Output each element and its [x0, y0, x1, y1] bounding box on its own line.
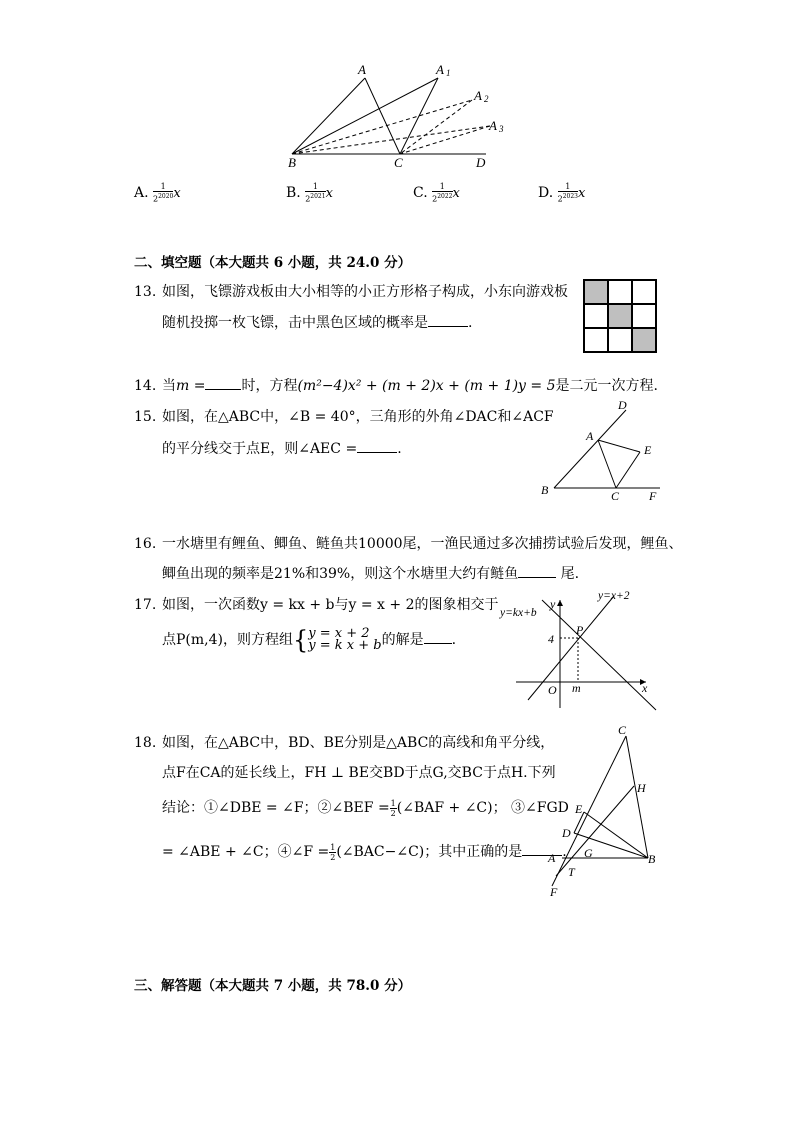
grid-cell — [632, 328, 656, 352]
grid-cell — [608, 280, 632, 304]
q13-answer-blank[interactable] — [428, 326, 468, 327]
option-d[interactable]: D. $\frac{1}{2^{2023}}$ x — [538, 182, 586, 204]
q17-line1: 如图，一次函数y = kx + b与y = x + 2的图象相交于 — [162, 597, 499, 613]
label-A2-sub: 2 — [484, 94, 489, 104]
label-A3-sub: 3 — [499, 124, 504, 134]
label-F: F — [649, 489, 657, 503]
dartboard-grid — [583, 279, 657, 353]
figure-q15 — [538, 396, 668, 504]
label-E: E — [575, 802, 583, 816]
q18-number: 18. — [134, 735, 157, 751]
q18-line1: 如图，在△ABC中，BD、BE分别是△ABC的高线和角平分线， — [162, 735, 555, 751]
option-b[interactable]: B. $\frac{1}{2^{2021}}$ x — [286, 182, 333, 204]
q18-line4: = ∠ABE + ∠C；④∠F = $\frac{1}{2}$ (∠BAC−∠C)；其中正确的是 . — [162, 842, 567, 862]
q16-line1: 一水塘里有鲤鱼、鲫鱼、鲢鱼共10000尾，一渔民通过多次捕捞试验后发现，鲤鱼、 — [162, 536, 683, 552]
label-B: B — [541, 483, 549, 497]
q15-line2: 的平分线交于点E，则∠AEC = . — [162, 441, 402, 457]
label-y: y — [550, 597, 556, 611]
q15-line1: 如图，在△ABC中，∠B = 40°，三角形的外角∠DAC和∠ACF — [162, 409, 554, 425]
label-G: G — [584, 846, 593, 860]
label-B: B — [288, 155, 296, 170]
grid-cell — [584, 304, 608, 328]
option-a[interactable]: A. $\frac{1}{2^{2020}}$ x — [134, 182, 181, 204]
q16-answer-blank[interactable] — [518, 577, 556, 578]
q14-text: 当m = 时，方程(m²−4)x² + (m + 2)x + (m + 1)y = 5是二元一次方程. — [162, 378, 658, 394]
q15-answer-blank[interactable] — [357, 452, 397, 453]
section-3-title: 三、解答题（本大题共 7 小题，共 78.0 分） — [134, 978, 412, 994]
q18-line2: 点F在CA的延长线上，FH ⊥ BE交BD于点G,交BC于点H.下列 — [162, 765, 556, 781]
label-C: C — [618, 723, 627, 737]
label-A1-sub: 1 — [446, 68, 451, 78]
q17-number: 17. — [134, 597, 157, 613]
label-T: T — [568, 865, 575, 879]
option-c[interactable]: C. $\frac{1}{2^{2022}}$ x — [413, 182, 460, 204]
q17-answer-blank[interactable] — [424, 643, 452, 644]
label-H: H — [637, 781, 646, 795]
grid-cell — [608, 328, 632, 352]
label-f2: y=x+2 — [598, 590, 630, 602]
label-m: m — [572, 681, 581, 695]
grid-cell — [584, 328, 608, 352]
label-x: x — [642, 681, 648, 695]
label-A: A — [358, 62, 366, 77]
label-D: D — [476, 155, 486, 170]
q16-number: 16. — [134, 536, 157, 552]
figure-q18 — [544, 718, 666, 902]
q14-answer-blank[interactable] — [205, 389, 241, 390]
q15-number: 15. — [134, 409, 157, 425]
q16-line2: 鲫鱼出现的频率是21%和39%，则这个水塘里大约有鲢鱼 尾. — [162, 566, 580, 582]
label-A1: A — [436, 62, 444, 77]
label-D: D — [562, 826, 571, 840]
label-f1: y=kx+b — [500, 607, 537, 619]
label-E: E — [644, 443, 652, 457]
label-C: C — [394, 155, 403, 170]
label-A3: A — [489, 118, 497, 133]
label-D: D — [618, 398, 627, 412]
label-A: A — [548, 851, 556, 865]
equation-system: y = x + 2 y = k x + b — [308, 626, 382, 653]
section-2-title: 二、填空题（本大题共 6 小题，共 24.0 分） — [134, 255, 412, 271]
label-F: F — [550, 885, 558, 899]
grid-cell — [584, 280, 608, 304]
label-4: 4 — [548, 632, 554, 646]
label-O: O — [548, 683, 557, 697]
label-P: P — [576, 623, 584, 637]
q18-line3: 结论：①∠DBE = ∠F；②∠BEF = $\frac{1}{2}$ (∠BAF + ∠C)； ③∠FGD — [162, 798, 569, 818]
label-B: B — [648, 852, 656, 866]
q14-number: 14. — [134, 378, 157, 394]
q13-line1: 如图，飞镖游戏板由大小相等的小正方形格子构成，小东向游戏板 — [162, 284, 568, 300]
grid-cell — [632, 280, 656, 304]
figure-q12 — [280, 58, 520, 172]
q17-line2: 点P(m,4)，则方程组{ y = x + 2 y = k x + b 的解是 . — [162, 625, 457, 655]
figure-q17 — [496, 586, 662, 712]
grid-cell — [608, 304, 632, 328]
label-A: A — [586, 429, 594, 443]
label-C: C — [611, 489, 620, 503]
label-A2: A — [474, 88, 482, 103]
q13-line2: 随机投掷一枚飞镖，击中黑色区域的概率是 . — [162, 315, 473, 331]
grid-cell — [632, 304, 656, 328]
q13-number: 13. — [134, 284, 157, 300]
